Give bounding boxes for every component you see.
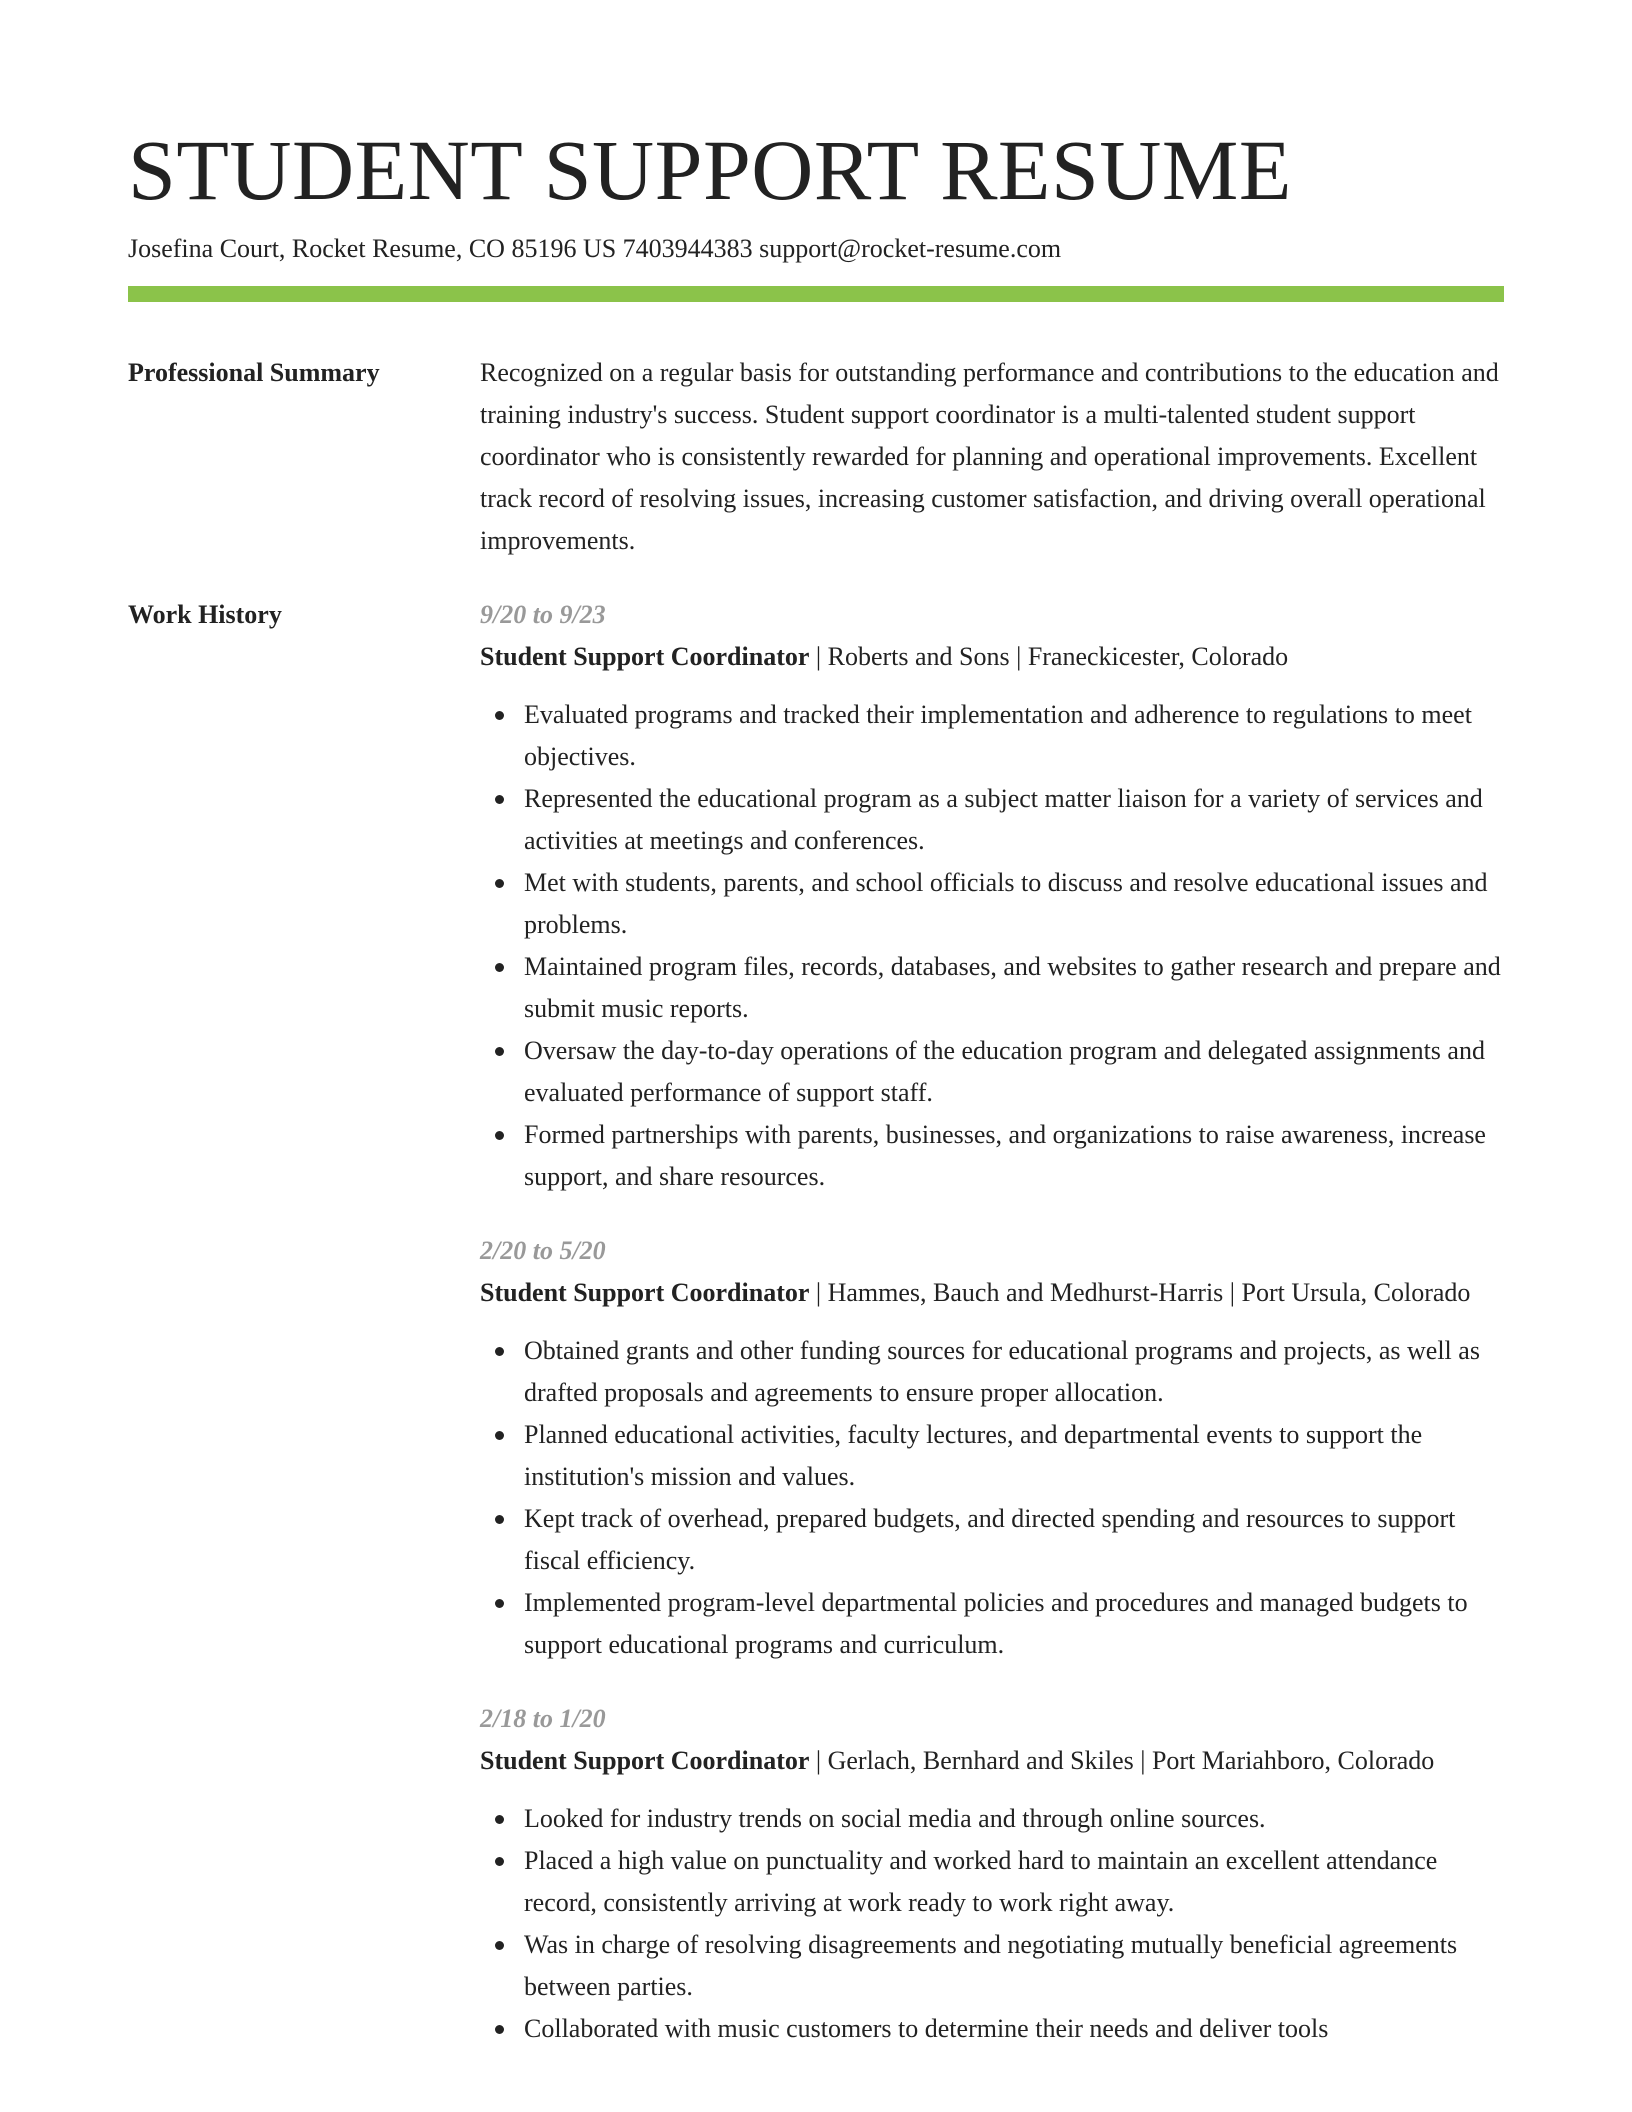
job-heading xyxy=(480,1272,1504,1314)
job-employer-location: | Hammes, Bauch and Medhurst-Harris | Port Ursula, Colorado xyxy=(809,1278,1471,1307)
bullet-icon xyxy=(495,711,504,720)
job-dates: 9/20 to 9/23 xyxy=(480,600,606,629)
professional-summary-section xyxy=(128,352,1504,562)
resume-title: STUDENT SUPPORT RESUME xyxy=(128,122,1292,218)
job-title: Student Support Coordinator xyxy=(480,1746,810,1775)
job-heading xyxy=(480,1740,1504,1782)
job-bullet xyxy=(524,1798,1504,1840)
professional-summary-body xyxy=(480,352,1504,562)
job-bullet xyxy=(524,1498,1504,1582)
bullet-icon xyxy=(495,1047,504,1056)
job-bullet-text: Evaluated programs and tracked their implementation and adherence to regulations to meet objectives. xyxy=(524,700,1472,771)
accent-divider xyxy=(128,286,1504,302)
job-bullet-list xyxy=(480,1798,1504,2050)
job-entry xyxy=(480,1698,1504,2050)
bullet-icon xyxy=(495,1941,504,1950)
job-entry xyxy=(480,1230,1504,1666)
job-bullet xyxy=(524,1330,1504,1414)
job-bullet xyxy=(524,1030,1504,1114)
job-bullet xyxy=(524,946,1504,1030)
job-bullet-text: Looked for industry trends on social media and through online sources. xyxy=(524,1804,1266,1833)
job-bullet-list xyxy=(480,694,1504,1198)
job-employer-location: | Gerlach, Bernhard and Skiles | Port Mariahboro, Colorado xyxy=(809,1746,1435,1775)
job-heading xyxy=(480,636,1504,678)
section-label-work-history: Work History xyxy=(128,600,282,629)
job-bullet-text: Placed a high value on punctuality and worked hard to maintain an excellent attendance record, consistently arriving at work ready to work right away. xyxy=(524,1846,1438,1917)
contact-line: Josefina Court, Rocket Resume, CO 85196 US 7403944383 support@rocket-resume.com xyxy=(128,234,1062,263)
section-label-professional-summary: Professional Summary xyxy=(128,358,380,387)
bullet-icon xyxy=(495,1515,504,1524)
job-bullet-text: Met with students, parents, and school officials to discuss and resolve educational issues and problems. xyxy=(524,868,1488,939)
job-bullet xyxy=(524,2008,1504,2050)
job-bullet xyxy=(524,1840,1504,1924)
work-history-section xyxy=(128,594,1504,2082)
job-bullet xyxy=(524,1582,1504,1666)
job-bullet-text: Collaborated with music customers to determine their needs and deliver tools xyxy=(524,2014,1329,2043)
job-bullet-text: Formed partnerships with parents, businesses, and organizations to raise awareness, increase support, and share resources. xyxy=(524,1120,1486,1191)
job-bullet xyxy=(524,1114,1504,1198)
job-bullet-list xyxy=(480,1330,1504,1666)
bullet-icon xyxy=(495,1599,504,1608)
bullet-icon xyxy=(495,1347,504,1356)
bullet-icon xyxy=(495,1431,504,1440)
job-entry xyxy=(480,594,1504,1198)
job-dates: 2/18 to 1/20 xyxy=(480,1704,606,1733)
job-bullet-text: Planned educational activities, faculty lectures, and departmental events to support the institution's mission and values. xyxy=(524,1420,1423,1491)
job-employer-location: | Roberts and Sons | Franeckicester, Colorado xyxy=(809,642,1289,671)
job-bullet-text: Implemented program-level departmental policies and procedures and managed budgets to support educational programs and curriculum. xyxy=(524,1588,1468,1659)
job-bullet-text: Was in charge of resolving disagreements and negotiating mutually beneficial agreements between parties. xyxy=(524,1930,1458,2001)
job-bullet-text: Maintained program files, records, databases, and websites to gather research and prepare and submit music reports. xyxy=(524,952,1501,1023)
summary-text: Recognized on a regular basis for outstanding performance and contributions to the education and training industry's success. Student support coordinator is a multi-talented student support coordinator who is consistently rewarded for planning and operational improvements. Excellent track record of resolving issues, increasing customer satisfaction, and driving overall operational improvements. xyxy=(480,358,1499,555)
job-title: Student Support Coordinator xyxy=(480,1278,810,1307)
job-bullet xyxy=(524,694,1504,778)
job-bullet xyxy=(524,1414,1504,1498)
job-dates: 2/20 to 5/20 xyxy=(480,1236,606,1265)
job-bullet-text: Kept track of overhead, prepared budgets, and directed spending and resources to support fiscal efficiency. xyxy=(524,1504,1456,1575)
job-bullet xyxy=(524,778,1504,862)
bullet-icon xyxy=(495,963,504,972)
job-bullet-text: Obtained grants and other funding sources for educational programs and projects, as well as drafted proposals and agreements to ensure proper allocation. xyxy=(524,1336,1480,1407)
work-history-body xyxy=(480,594,1504,2082)
bullet-icon xyxy=(495,795,504,804)
bullet-icon xyxy=(495,1857,504,1866)
job-bullet xyxy=(524,1924,1504,2008)
resume-page xyxy=(128,0,1504,2082)
bullet-icon xyxy=(495,1815,504,1824)
bullet-icon xyxy=(495,879,504,888)
bullet-icon xyxy=(495,2025,504,2034)
job-bullet-text: Oversaw the day-to-day operations of the education program and delegated assignments and evaluated performance of support staff. xyxy=(524,1036,1485,1107)
bullet-icon xyxy=(495,1131,504,1140)
job-title: Student Support Coordinator xyxy=(480,642,810,671)
job-bullet-text: Represented the educational program as a subject matter liaison for a variety of services and activities at meetings and conferences. xyxy=(524,784,1483,855)
job-bullet xyxy=(524,862,1504,946)
